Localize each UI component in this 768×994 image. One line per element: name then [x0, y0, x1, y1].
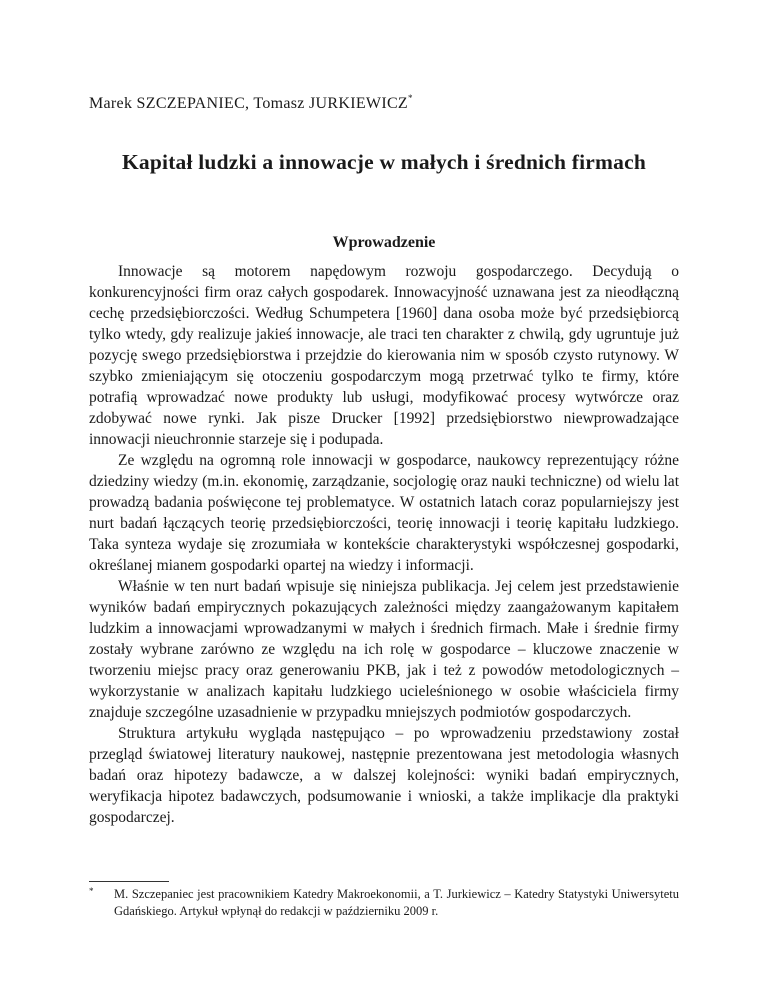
- author-line: [89, 93, 413, 113]
- footnote-divider: [89, 881, 169, 882]
- author-names: Marek SZCZEPANIEC, Tomasz JURKIEWICZ: [89, 95, 408, 112]
- footnote: [89, 886, 679, 920]
- paragraph: Właśnie w ten nurt badań wpisuje się niniejsza publikacja. Jej celem jest przedstawienie wyników badań empirycznych pokazujących zależności między zaangażowanym kapitałem ludzkim a innowacjami wprowadzanymi w małych i średnich firmach. Małe i średnie firmy zostały wybrane zarówno ze względu na ich rolę w gospodarce – kluczowe znaczenie w tworzeniu miejsc pracy oraz generowaniu PKB, jak i też z powodów metodologicznych – wykorzystanie w analizach kapitału ludzkiego ucieleśnionego w osobie właściciela firmy znajduje szczególne uzasadnienie w przypadku mniejszych podmiotów gospodarczych.: [89, 578, 679, 721]
- paper-title: Kapitał ludzki a innowacje w małych i średnich firmach: [121, 150, 647, 174]
- paper-page: [89, 0, 679, 994]
- paragraph: Struktura artykułu wygląda następująco – po wprowadzeniu przedstawiony został przegląd światowej literatury naukowej, następnie prezentowana jest metodologia własnych badań oraz hipotezy badawcze, a w dalszej kolejności: wyniki badań empirycznych, weryfikacja hipotez badawczych, podsumowanie i wnioski, a także implikacje dla praktyki gospodarczej.: [89, 725, 679, 826]
- section-heading: Wprowadzenie: [332, 234, 436, 251]
- footnote-marker: *: [89, 886, 94, 896]
- paragraph: Ze względu na ogromną role innowacji w gospodarce, naukowcy reprezentujący różne dziedziny wiedzy (m.in. ekonomię, zarządzanie, socjologię oraz nauki techniczne) od wielu lat prowadzą badania poświęcone tej problematyce. W ostatnich latach coraz popularniejszy jest nurt badań łączących teorię przedsiębiorczości, teorię innowacji i teorię kapitału ludzkiego. Taka synteza wydaje się zrozumiała w kontekście charakterystyki współczesnej gospodarki, określanej mianem gospodarki opartej na wiedzy i informacji.: [89, 452, 679, 574]
- paragraph: Innowacje są motorem napędowym rozwoju gospodarczego. Decydują o konkurencyjności firm oraz całych gospodarek. Innowacyjność uznawana jest za nieodłączną cechę przedsiębiorczości. Według Schumpetera [1960] dana osoba może być przedsiębiorcą tylko wtedy, gdy realizuje jakieś innowacje, ale traci ten charakter z chwilą, gdy ugruntuje już pozycję swego przedsiębiorstwa i przejdzie do kierowania nim w sposób czysto rutynowy. W szybko zmieniającym się otoczeniu gospodarczym mogą przetrwać tylko te firmy, które potrafią wprowadzać nowe produkty lub usługi, modyfikować procesy wytwórcze oraz zdobywać nowe rynki. Jak pisze Drucker [1992] przedsiębiorstwo niewprowadzające innowacji nieuchronnie starzeje się i podupada.: [89, 263, 679, 448]
- body-text: [89, 261, 679, 828]
- footnote-text: M. Szczepaniec jest pracownikiem Katedry Makroekonomii, a T. Jurkiewicz – Katedry Statystyki Uniwersytetu Gdańskiego. Artykuł wpłynął do redakcji w październiku 2009 r.: [114, 887, 679, 918]
- author-footnote-marker: *: [408, 93, 413, 103]
